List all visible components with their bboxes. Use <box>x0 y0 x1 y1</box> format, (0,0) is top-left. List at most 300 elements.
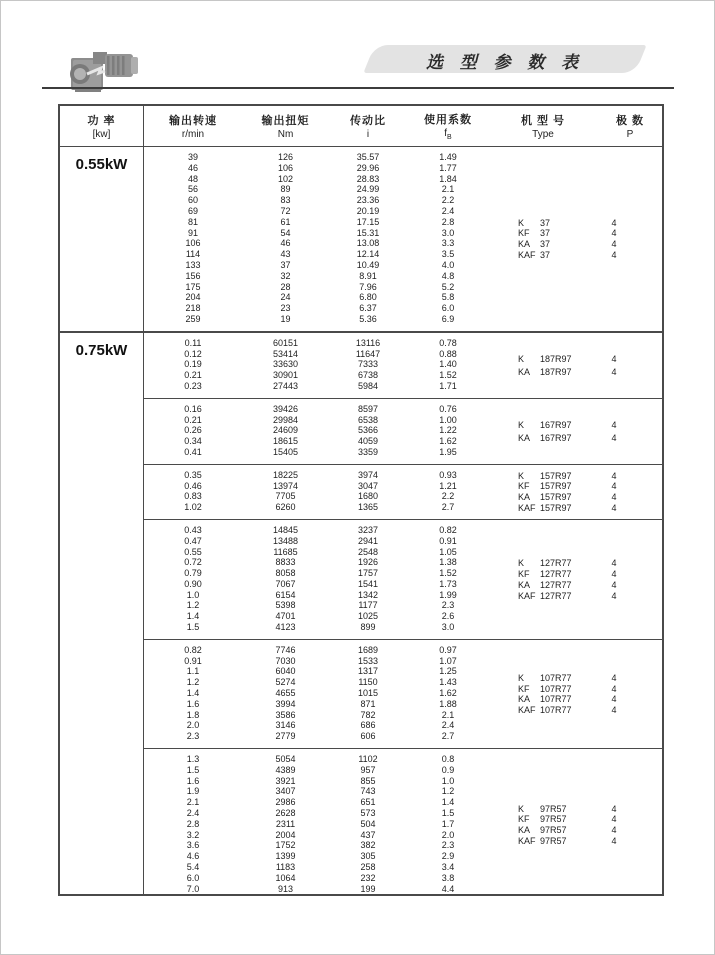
cell-torque: 6260 <box>275 502 296 513</box>
type-model: 107R77 <box>540 705 572 716</box>
poles-value: 4 <box>611 835 617 846</box>
cell-speed: 133 <box>185 259 201 270</box>
cell-speed: 4.6 <box>186 851 200 862</box>
cell-speed: 39 <box>187 152 198 162</box>
cell-torque: 3146 <box>275 720 296 731</box>
cell-service-factor: 1.52 <box>439 568 457 579</box>
type-row <box>488 672 662 683</box>
cell-torque: 3921 <box>275 775 296 786</box>
type-row <box>488 825 662 836</box>
title-banner <box>369 45 641 73</box>
cell-speed: 69 <box>187 205 198 216</box>
type-model: 107R77 <box>540 683 572 694</box>
type-prefix: KA <box>518 579 531 590</box>
cell-torque: 33630 <box>272 359 299 370</box>
cell-service-factor: 3.5 <box>441 249 455 260</box>
column-cell-speed <box>143 754 243 894</box>
cell-service-factor: 1.2 <box>441 786 455 797</box>
cell-torque: 27443 <box>272 380 299 391</box>
cell-ratio: 8.91 <box>359 270 377 281</box>
type-prefix: KF <box>518 481 530 492</box>
type-list <box>488 333 662 398</box>
data-block <box>143 519 662 639</box>
cell-service-factor: 3.8 <box>441 872 455 883</box>
cell-speed: 0.21 <box>184 370 202 381</box>
cell-torque: 8833 <box>275 557 296 568</box>
column-cell-torque <box>243 525 328 633</box>
cell-speed: 0.83 <box>184 491 202 502</box>
cell-speed: 0.72 <box>184 557 202 568</box>
cell-service-factor: 1.43 <box>439 677 457 688</box>
power-label: 0.55kW <box>75 156 128 173</box>
type-model: 187R97 <box>540 353 572 364</box>
type-prefix: K <box>518 672 525 683</box>
cell-service-factor: 5.2 <box>441 281 455 292</box>
cell-torque: 24609 <box>272 425 299 436</box>
poles-value: 4 <box>611 239 617 250</box>
column-cell-torque <box>243 645 328 742</box>
cell-speed: 1.5 <box>186 764 200 775</box>
cell-service-factor: 4.0 <box>441 259 455 270</box>
column-cell-torque <box>243 338 328 392</box>
cell-torque: 24 <box>280 292 291 303</box>
type-prefix: KA <box>518 239 531 250</box>
cell-torque: 5054 <box>275 754 296 765</box>
cell-ratio: 855 <box>360 775 376 786</box>
cell-ratio: 2941 <box>357 535 379 546</box>
cell-service-factor: 3.0 <box>441 227 455 238</box>
poles-value: 4 <box>611 366 617 377</box>
cell-torque: 11685 <box>273 546 298 557</box>
cell-ratio: 3359 <box>357 446 379 457</box>
cell-service-factor: 2.2 <box>441 491 455 502</box>
cell-torque: 8058 <box>275 568 296 579</box>
cell-ratio: 23.36 <box>356 195 380 206</box>
cell-torque: 3994 <box>275 698 296 709</box>
cell-service-factor: 1.62 <box>439 688 457 699</box>
power-section <box>60 147 662 331</box>
cell-speed: 1.1 <box>186 666 200 677</box>
cell-torque: 126 <box>277 152 294 162</box>
cell-torque: 1064 <box>275 872 296 883</box>
type-model: 37 <box>540 228 551 239</box>
cell-ratio: 899 <box>360 622 376 633</box>
cell-torque: 2311 <box>275 818 296 829</box>
type-row <box>488 418 662 431</box>
cell-ratio: 15.31 <box>356 227 380 238</box>
cell-speed: 0.19 <box>184 359 202 370</box>
cell-torque: 2986 <box>275 797 296 808</box>
poles-value: 4 <box>611 217 617 228</box>
cell-ratio: 7333 <box>357 359 379 370</box>
cell-torque: 4123 <box>275 622 296 633</box>
poles-value: 4 <box>611 694 617 705</box>
poles-value: 4 <box>611 579 617 590</box>
cell-speed: 1.2 <box>186 600 200 611</box>
poles-value: 4 <box>611 590 617 601</box>
cell-ratio: 1177 <box>358 600 378 611</box>
type-row <box>488 352 662 365</box>
cell-ratio: 20.19 <box>356 205 380 216</box>
table-body <box>60 147 662 894</box>
cell-speed: 1.8 <box>186 709 200 720</box>
cell-ratio: 782 <box>360 709 376 720</box>
type-prefix: KA <box>518 492 531 503</box>
type-prefix: K <box>518 470 525 481</box>
poles-value: 4 <box>611 503 617 513</box>
header-model-type: 机 型 号 Type <box>520 115 566 140</box>
cell-service-factor: 0.91 <box>439 535 457 546</box>
cell-torque: 53414 <box>272 348 299 359</box>
cell-torque: 4655 <box>275 688 296 699</box>
cell-speed: 0.79 <box>184 568 202 579</box>
cell-service-factor: 1.52 <box>439 370 457 381</box>
service-factor-subscript: B <box>447 134 452 141</box>
data-block <box>143 398 662 464</box>
cell-ratio: 6738 <box>357 370 379 381</box>
cell-speed: 56 <box>187 184 198 195</box>
cell-ratio: 10.49 <box>356 259 380 270</box>
cell-ratio: 1150 <box>358 677 378 688</box>
cell-ratio: 6538 <box>357 414 379 425</box>
cell-speed: 0.43 <box>184 524 202 535</box>
cell-torque: 54 <box>280 227 291 238</box>
column-cell-speed <box>143 152 243 325</box>
type-row <box>488 705 662 716</box>
cell-service-factor: 0.78 <box>439 337 457 348</box>
poles-value: 4 <box>611 558 617 569</box>
cell-ratio: 258 <box>360 862 376 873</box>
cell-ratio: 5.36 <box>359 313 377 324</box>
type-model: 127R77 <box>540 590 572 601</box>
cell-ratio: 573 <box>360 808 376 819</box>
type-row <box>488 814 662 825</box>
cell-speed: 175 <box>185 281 201 292</box>
cell-service-factor: 1.62 <box>439 436 457 447</box>
type-list <box>488 399 662 464</box>
power-column-divider <box>143 106 144 894</box>
column-cell-speed <box>143 470 243 513</box>
cell-service-factor: 2.9 <box>441 851 455 862</box>
type-model: 157R97 <box>540 481 572 492</box>
cell-service-factor: 2.7 <box>441 502 455 513</box>
cell-service-factor: 1.77 <box>439 162 457 173</box>
header-service-factor: 使用系数 $f_B$ <box>424 114 472 141</box>
type-row <box>488 683 662 694</box>
type-row <box>488 228 662 239</box>
cell-speed: 81 <box>187 216 198 227</box>
type-prefix: K <box>518 353 525 364</box>
type-model: 127R77 <box>540 558 572 569</box>
cell-torque: 18225 <box>272 469 299 480</box>
column-cell-speed <box>143 525 243 633</box>
type-row <box>488 217 662 228</box>
cell-speed: 204 <box>185 292 201 303</box>
cell-torque: 14845 <box>272 524 299 535</box>
type-row <box>488 431 662 444</box>
type-prefix: KF <box>518 814 530 825</box>
cell-torque: 6154 <box>275 589 296 600</box>
cell-ratio: 8597 <box>357 403 379 414</box>
cell-torque: 2628 <box>275 808 296 819</box>
cell-speed: 0.55 <box>184 546 202 557</box>
cell-ratio: 11647 <box>355 348 381 359</box>
cell-ratio: 1541 <box>357 578 379 589</box>
cell-ratio: 12.14 <box>356 249 380 260</box>
type-model: 97R57 <box>540 803 567 814</box>
type-row <box>488 503 662 514</box>
type-row <box>488 803 662 814</box>
cell-service-factor: 2.2 <box>441 195 455 206</box>
cell-speed: 0.35 <box>184 469 202 480</box>
type-model: 127R77 <box>540 568 572 579</box>
cell-service-factor: 2.1 <box>441 184 455 195</box>
cell-ratio: 1680 <box>357 491 379 502</box>
type-model: 37 <box>540 250 551 261</box>
cell-ratio: 686 <box>360 720 376 731</box>
cell-speed: 2.0 <box>186 720 200 731</box>
cell-service-factor: 2.4 <box>441 205 455 216</box>
type-prefix: K <box>518 803 525 814</box>
cell-ratio: 743 <box>360 786 376 797</box>
cell-service-factor: 1.73 <box>439 578 457 589</box>
cell-service-factor: 2.3 <box>441 840 455 851</box>
cell-torque: 1183 <box>275 862 296 873</box>
cell-speed: 1.0 <box>186 589 200 600</box>
type-list <box>488 640 662 748</box>
cell-speed: 3.6 <box>186 840 200 851</box>
cell-torque: 29984 <box>272 414 299 425</box>
cell-speed: 46 <box>187 162 198 173</box>
cell-speed: 91 <box>187 227 198 238</box>
cell-speed: 2.4 <box>186 808 200 819</box>
cell-ratio: 13.08 <box>356 238 380 249</box>
cell-service-factor: 0.88 <box>439 348 457 359</box>
type-row <box>488 365 662 378</box>
type-prefix: K <box>518 419 525 430</box>
cell-torque: 37 <box>280 259 291 270</box>
cell-ratio: 29.96 <box>356 162 380 173</box>
column-cell-service-factor <box>408 338 488 392</box>
cell-ratio: 24.99 <box>356 184 380 195</box>
type-model: 157R97 <box>540 503 572 513</box>
cell-speed: 2.1 <box>186 797 200 808</box>
type-row <box>488 558 662 569</box>
cell-ratio: 1365 <box>357 502 379 513</box>
type-model: 37 <box>540 217 551 228</box>
cell-ratio: 651 <box>360 797 376 808</box>
poles-value: 4 <box>611 481 617 492</box>
cell-speed: 218 <box>185 303 201 314</box>
cell-service-factor: 0.76 <box>439 403 457 414</box>
poles-value: 4 <box>611 683 617 694</box>
type-prefix: KAF <box>518 590 536 601</box>
column-cell-service-factor <box>408 152 488 325</box>
cell-speed: 114 <box>185 249 201 260</box>
poles-value: 4 <box>611 803 617 814</box>
cell-speed: 7.0 <box>186 883 200 894</box>
cell-torque: 913 <box>277 883 294 894</box>
cell-service-factor: 3.3 <box>441 238 455 249</box>
cell-torque: 83 <box>280 195 291 206</box>
cell-service-factor: 1.95 <box>439 446 457 457</box>
column-cell-service-factor <box>408 470 488 513</box>
type-prefix: KAF <box>518 503 536 513</box>
cell-speed: 0.46 <box>184 480 202 491</box>
type-row <box>488 239 662 250</box>
cell-service-factor: 2.6 <box>441 611 455 622</box>
cell-speed: 1.9 <box>186 786 200 797</box>
cell-ratio: 957 <box>360 764 376 775</box>
cell-service-factor: 2.1 <box>441 709 455 720</box>
cell-torque: 13974 <box>272 480 299 491</box>
column-cell-torque <box>243 470 328 513</box>
type-row <box>488 470 662 481</box>
cell-torque: 4389 <box>275 764 296 775</box>
cell-speed: 0.82 <box>184 644 202 655</box>
type-prefix: KA <box>518 694 531 705</box>
column-cell-service-factor <box>408 754 488 894</box>
poles-value: 4 <box>611 825 617 836</box>
poles-value: 4 <box>611 568 617 579</box>
cell-service-factor: 2.7 <box>441 731 455 742</box>
column-cell-service-factor <box>408 404 488 458</box>
cell-service-factor: 2.3 <box>441 600 455 611</box>
cell-speed: 0.34 <box>184 436 202 447</box>
data-block <box>143 748 662 900</box>
cell-torque: 7030 <box>275 655 296 666</box>
type-prefix: KF <box>518 228 530 239</box>
header-poles: 极 数 P <box>615 115 645 140</box>
cell-torque: 2779 <box>275 731 296 742</box>
cell-torque: 102 <box>277 173 294 184</box>
type-model: 97R57 <box>540 814 567 825</box>
type-model: 97R57 <box>540 825 567 836</box>
cell-ratio: 1757 <box>357 568 379 579</box>
poles-value: 4 <box>611 672 617 683</box>
type-row <box>488 694 662 705</box>
cell-speed: 1.3 <box>186 754 200 765</box>
column-cell-ratio <box>328 152 408 325</box>
cell-speed: 106 <box>185 238 201 249</box>
column-cell-torque <box>243 404 328 458</box>
column-cell-ratio <box>328 470 408 513</box>
type-list <box>488 520 662 639</box>
cell-ratio: 1015 <box>357 688 379 699</box>
power-section <box>60 331 662 901</box>
cell-speed: 1.5 <box>186 622 200 633</box>
type-prefix: KF <box>518 683 530 694</box>
type-prefix: KA <box>518 432 531 443</box>
cell-speed: 1.4 <box>186 688 200 699</box>
poles-value: 4 <box>611 705 617 716</box>
cell-ratio: 3974 <box>357 469 379 480</box>
cell-service-factor: 1.7 <box>441 818 455 829</box>
cell-speed: 1.6 <box>186 775 200 786</box>
type-model: 107R77 <box>540 694 572 705</box>
cell-service-factor: 0.8 <box>441 754 455 765</box>
cell-speed: 0.11 <box>184 337 202 348</box>
cell-ratio: 437 <box>360 829 376 840</box>
cell-service-factor: 1.05 <box>439 546 457 557</box>
type-row <box>488 492 662 503</box>
cell-torque: 1399 <box>275 851 296 862</box>
cell-torque: 13488 <box>272 535 299 546</box>
cell-service-factor: 2.0 <box>441 829 455 840</box>
type-prefix: KA <box>518 366 531 377</box>
column-cell-ratio <box>328 525 408 633</box>
cell-ratio: 1102 <box>358 754 378 765</box>
column-cell-ratio <box>328 645 408 742</box>
cell-torque: 106 <box>277 162 294 173</box>
type-model: 107R77 <box>540 672 572 683</box>
poles-value: 4 <box>611 419 617 430</box>
cell-speed: 0.91 <box>184 655 202 666</box>
type-model: 97R57 <box>540 835 567 846</box>
type-model: 127R77 <box>540 579 572 590</box>
cell-ratio: 1025 <box>357 611 379 622</box>
cell-service-factor: 1.0 <box>441 775 455 786</box>
type-prefix: KAF <box>518 250 536 261</box>
cell-service-factor: 5.8 <box>441 292 455 303</box>
type-model: 157R97 <box>540 470 572 481</box>
power-label: 0.75kW <box>75 341 128 359</box>
cell-service-factor: 2.8 <box>441 216 455 227</box>
cell-service-factor: 4.8 <box>441 270 455 281</box>
cell-service-factor: 1.07 <box>439 655 457 666</box>
type-row <box>488 590 662 601</box>
cell-speed: 0.23 <box>184 380 202 391</box>
poles-value: 4 <box>611 250 617 261</box>
type-model: 157R97 <box>540 492 572 503</box>
type-prefix: KAF <box>518 835 536 846</box>
type-list <box>488 465 662 519</box>
cell-speed: 60 <box>187 195 198 206</box>
column-cell-torque <box>243 152 328 325</box>
cell-ratio: 5366 <box>357 425 379 436</box>
cell-service-factor: 0.97 <box>439 644 457 655</box>
cell-service-factor: 2.4 <box>441 720 455 731</box>
cell-torque: 15405 <box>272 446 299 457</box>
cell-speed: 1.4 <box>186 611 200 622</box>
cell-torque: 72 <box>280 205 291 216</box>
section-blocks <box>143 333 662 901</box>
cell-service-factor: 1.40 <box>439 359 457 370</box>
cell-speed: 1.6 <box>186 698 200 709</box>
cell-speed: 0.41 <box>184 446 202 457</box>
cell-speed: 5.4 <box>186 862 200 873</box>
type-list <box>488 147 662 331</box>
column-cell-ratio <box>328 338 408 392</box>
type-list <box>488 749 662 900</box>
cell-speed: 0.26 <box>184 425 202 436</box>
column-cell-speed <box>143 645 243 742</box>
cell-service-factor: 0.9 <box>441 764 455 775</box>
data-block <box>143 147 662 331</box>
cell-torque: 60151 <box>272 337 299 348</box>
column-cell-ratio <box>328 754 408 894</box>
cell-service-factor: 1.5 <box>441 808 455 819</box>
cell-speed: 1.02 <box>184 502 202 513</box>
section-blocks <box>143 147 662 331</box>
cell-speed: 0.47 <box>184 535 202 546</box>
type-model: 187R97 <box>540 366 572 377</box>
header-ratio: 传动比 i <box>350 115 386 140</box>
header-output-speed: 输出转速 r/min <box>169 115 217 140</box>
cell-ratio: 199 <box>360 883 376 894</box>
cell-service-factor: 3.4 <box>441 862 455 873</box>
poles-value: 4 <box>611 470 617 481</box>
